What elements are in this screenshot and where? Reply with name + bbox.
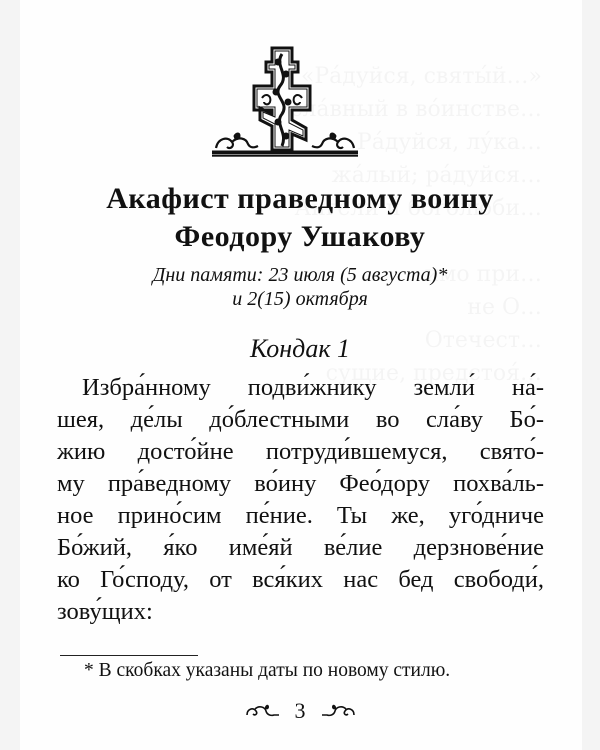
akathist-title-name: Феодору Ушакову: [174, 220, 426, 253]
body-line: му пра́ведному во́ину Фео́дору похва́ль-: [57, 470, 544, 497]
body-line: жию досто́йне потруди́вшемуся, свято́-: [57, 438, 544, 465]
page-number: 3: [294, 698, 306, 723]
flourish-right-icon: [320, 703, 356, 719]
body-line: ко Го́споду, от вся́ких нас бед свободи́,: [57, 566, 544, 593]
section-heading: Кондак 1: [250, 334, 350, 363]
body-line: Бо́жий, я́ко име́яй ве́лие дерзнове́ние: [57, 534, 544, 561]
footnote: * В скобках указаны даты по новому стилю.: [84, 660, 451, 681]
body-line: Избра́нному подви́жнику земли́ на́-: [82, 374, 544, 401]
memory-days-second: и 2(15) октября: [232, 288, 368, 310]
memory-days: Дни памяти: 23 июля (5 августа)*: [152, 264, 448, 286]
akathist-title: Акафист праведному воину: [106, 182, 494, 215]
page-footer: [0, 698, 600, 724]
body-line: шея, де́лы до́блестными во сла́ву Бо́-: [57, 406, 544, 433]
flourish-left-icon: [245, 703, 281, 719]
body-line: зову́щих:: [57, 598, 153, 625]
orthodox-cross-ornament-icon: [212, 44, 358, 158]
body-line: ное прино́сим пе́ние. Ты же, уго́дниче: [57, 502, 544, 529]
footnote-divider: [60, 655, 198, 656]
